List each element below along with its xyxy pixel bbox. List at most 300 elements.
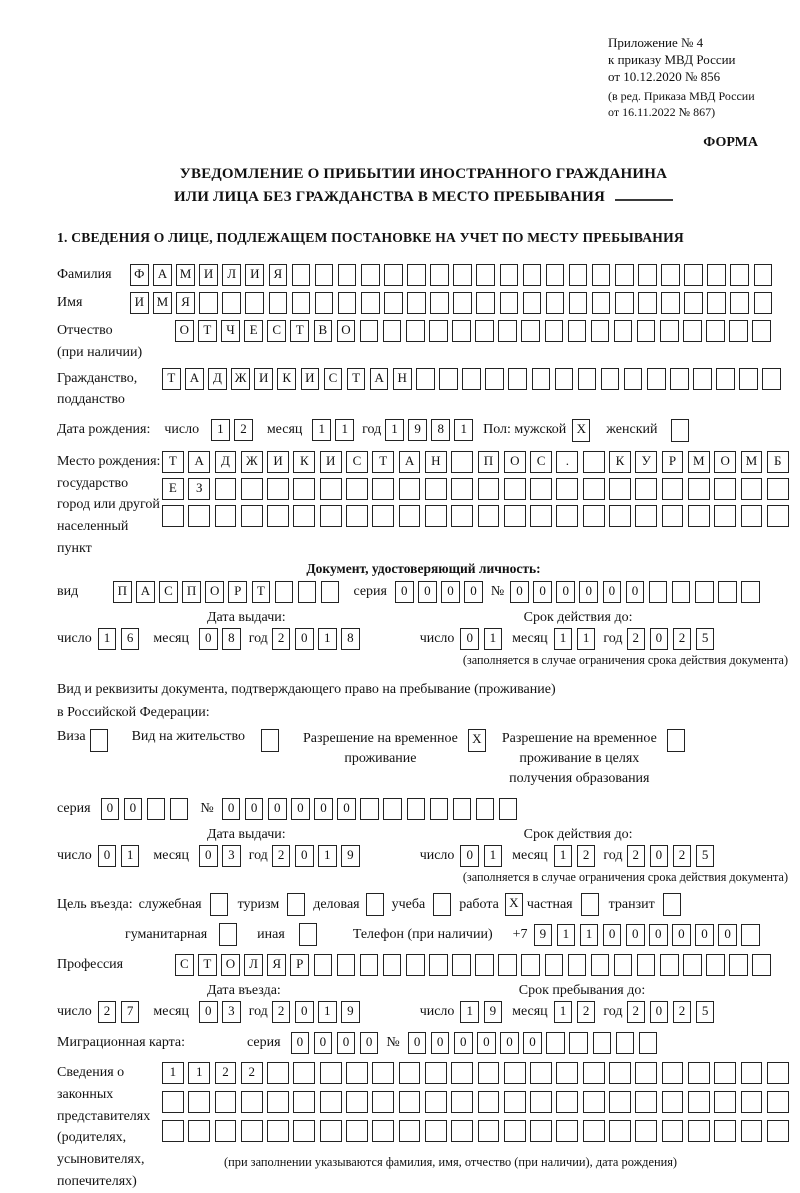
char-box[interactable] [407, 292, 426, 314]
char-box[interactable] [639, 1032, 658, 1054]
char-box[interactable] [275, 581, 294, 603]
char-box[interactable] [287, 893, 305, 916]
char-box[interactable] [730, 264, 749, 286]
char-box[interactable] [453, 292, 472, 314]
char-box[interactable]: Р [290, 954, 309, 976]
char-box[interactable]: О [337, 320, 356, 342]
char-box[interactable] [314, 954, 333, 976]
char-box[interactable]: 0 [626, 581, 645, 603]
char-box[interactable] [546, 292, 565, 314]
char-box[interactable] [360, 320, 379, 342]
char-box[interactable] [293, 1091, 315, 1113]
char-box[interactable] [504, 505, 526, 527]
char-box[interactable] [752, 320, 771, 342]
char-box[interactable]: 0 [124, 798, 143, 820]
char-box[interactable]: И [245, 264, 264, 286]
char-box[interactable] [614, 320, 633, 342]
char-box[interactable] [215, 1091, 237, 1113]
char-box[interactable] [523, 292, 542, 314]
char-box[interactable]: Ж [231, 368, 250, 390]
char-box[interactable] [767, 1062, 789, 1084]
char-box[interactable]: Я [267, 954, 286, 976]
char-box[interactable] [478, 505, 500, 527]
char-box[interactable]: X [505, 893, 523, 916]
char-box[interactable] [321, 581, 340, 603]
char-box[interactable]: 1 [318, 628, 337, 650]
char-box[interactable]: 1 [188, 1062, 210, 1084]
char-box[interactable] [532, 368, 551, 390]
char-box[interactable] [667, 729, 685, 752]
char-box[interactable] [546, 1032, 565, 1054]
char-box[interactable] [714, 505, 736, 527]
char-box[interactable] [241, 1120, 263, 1142]
char-box[interactable] [399, 1062, 421, 1084]
char-box[interactable] [688, 505, 710, 527]
char-box[interactable] [767, 505, 789, 527]
char-box[interactable] [661, 264, 680, 286]
char-box[interactable] [693, 368, 712, 390]
char-box[interactable] [475, 954, 494, 976]
char-box[interactable]: Е [162, 478, 184, 500]
char-box[interactable] [615, 292, 634, 314]
char-box[interactable] [210, 893, 228, 916]
char-box[interactable]: 2 [673, 845, 692, 867]
char-box[interactable] [478, 1091, 500, 1113]
char-box[interactable] [293, 505, 315, 527]
char-box[interactable] [338, 292, 357, 314]
char-box[interactable] [383, 320, 402, 342]
char-box[interactable] [649, 581, 668, 603]
char-box[interactable] [581, 893, 599, 916]
char-box[interactable]: 1 [318, 845, 337, 867]
char-box[interactable] [661, 292, 680, 314]
char-box[interactable] [451, 1120, 473, 1142]
char-box[interactable]: 1 [162, 1062, 184, 1084]
char-box[interactable] [219, 923, 237, 946]
char-box[interactable] [635, 478, 657, 500]
char-box[interactable]: И [199, 264, 218, 286]
char-box[interactable] [430, 798, 449, 820]
char-box[interactable] [267, 478, 289, 500]
char-box[interactable] [315, 264, 334, 286]
char-box[interactable]: 0 [650, 1001, 669, 1023]
char-box[interactable] [430, 292, 449, 314]
char-box[interactable] [188, 1091, 210, 1113]
char-box[interactable] [583, 1120, 605, 1142]
char-box[interactable]: Н [425, 451, 447, 473]
char-box[interactable] [292, 264, 311, 286]
char-box[interactable] [521, 954, 540, 976]
char-box[interactable]: 6 [121, 628, 140, 650]
char-box[interactable]: 0 [454, 1032, 473, 1054]
char-box[interactable]: С [530, 451, 552, 473]
char-box[interactable] [500, 292, 519, 314]
char-box[interactable] [425, 1062, 447, 1084]
char-box[interactable]: М [688, 451, 710, 473]
char-box[interactable]: Т [198, 320, 217, 342]
char-box[interactable] [614, 954, 633, 976]
char-box[interactable] [407, 264, 426, 286]
char-box[interactable]: 1 [554, 845, 573, 867]
char-box[interactable]: 5 [696, 845, 715, 867]
char-box[interactable] [372, 478, 394, 500]
char-box[interactable] [406, 954, 425, 976]
char-box[interactable]: 9 [341, 845, 360, 867]
char-box[interactable] [741, 924, 760, 946]
char-box[interactable] [616, 1032, 635, 1054]
char-box[interactable]: О [205, 581, 224, 603]
char-box[interactable] [583, 451, 605, 473]
char-box[interactable] [739, 368, 758, 390]
char-box[interactable]: Л [244, 954, 263, 976]
char-box[interactable] [569, 264, 588, 286]
char-box[interactable]: 0 [460, 628, 479, 650]
char-box[interactable] [215, 1120, 237, 1142]
char-box[interactable] [578, 368, 597, 390]
char-box[interactable] [741, 478, 763, 500]
char-box[interactable]: У [635, 451, 657, 473]
char-box[interactable] [499, 798, 518, 820]
char-box[interactable] [425, 505, 447, 527]
char-box[interactable] [556, 1120, 578, 1142]
char-box[interactable] [569, 292, 588, 314]
char-box[interactable] [215, 478, 237, 500]
char-box[interactable] [346, 1120, 368, 1142]
char-box[interactable]: П [478, 451, 500, 473]
char-box[interactable] [767, 478, 789, 500]
char-box[interactable] [637, 320, 656, 342]
char-box[interactable]: 0 [101, 798, 120, 820]
char-box[interactable] [716, 368, 735, 390]
char-box[interactable] [767, 1091, 789, 1113]
char-box[interactable] [660, 320, 679, 342]
char-box[interactable]: 0 [199, 1001, 218, 1023]
char-box[interactable] [383, 798, 402, 820]
char-box[interactable] [430, 264, 449, 286]
char-box[interactable] [425, 478, 447, 500]
char-box[interactable] [372, 1062, 394, 1084]
char-box[interactable] [372, 1091, 394, 1113]
char-box[interactable] [647, 368, 666, 390]
char-box[interactable]: Л [222, 264, 241, 286]
char-box[interactable]: М [176, 264, 195, 286]
char-box[interactable] [399, 505, 421, 527]
char-box[interactable] [478, 478, 500, 500]
char-box[interactable] [530, 1062, 552, 1084]
char-box[interactable]: Я [269, 264, 288, 286]
char-box[interactable] [521, 320, 540, 342]
char-box[interactable]: О [175, 320, 194, 342]
char-box[interactable] [451, 505, 473, 527]
char-box[interactable]: 0 [477, 1032, 496, 1054]
char-box[interactable]: 2 [272, 628, 291, 650]
char-box[interactable] [568, 320, 587, 342]
char-box[interactable] [261, 729, 279, 752]
char-box[interactable] [315, 292, 334, 314]
char-box[interactable]: 8 [222, 628, 241, 650]
char-box[interactable] [741, 1091, 763, 1113]
char-box[interactable]: 2 [627, 1001, 646, 1023]
char-box[interactable]: З [188, 478, 210, 500]
char-box[interactable]: С [267, 320, 286, 342]
char-box[interactable]: А [153, 264, 172, 286]
char-box[interactable]: 9 [534, 924, 553, 946]
char-box[interactable] [162, 505, 184, 527]
char-box[interactable]: А [188, 451, 210, 473]
char-box[interactable]: Р [228, 581, 247, 603]
char-box[interactable] [293, 478, 315, 500]
char-box[interactable] [451, 1062, 473, 1084]
char-box[interactable] [714, 478, 736, 500]
char-box[interactable]: 0 [533, 581, 552, 603]
char-box[interactable]: 1 [554, 628, 573, 650]
char-box[interactable]: 1 [557, 924, 576, 946]
char-box[interactable] [688, 1062, 710, 1084]
char-box[interactable]: 2 [673, 628, 692, 650]
char-box[interactable]: 0 [395, 581, 414, 603]
char-box[interactable] [453, 798, 472, 820]
char-box[interactable]: 0 [523, 1032, 542, 1054]
char-box[interactable]: К [609, 451, 631, 473]
char-box[interactable] [199, 292, 218, 314]
char-box[interactable] [361, 292, 380, 314]
char-box[interactable]: 0 [268, 798, 287, 820]
char-box[interactable] [688, 1091, 710, 1113]
char-box[interactable]: 0 [314, 798, 333, 820]
char-box[interactable] [684, 292, 703, 314]
char-box[interactable] [245, 292, 264, 314]
char-box[interactable] [671, 419, 689, 442]
char-box[interactable] [162, 1120, 184, 1142]
char-box[interactable]: 0 [650, 628, 669, 650]
char-box[interactable]: 2 [577, 1001, 596, 1023]
char-box[interactable] [299, 923, 317, 946]
char-box[interactable]: П [182, 581, 201, 603]
char-box[interactable] [530, 478, 552, 500]
char-box[interactable] [366, 893, 384, 916]
char-box[interactable] [635, 505, 657, 527]
char-box[interactable]: 3 [222, 845, 241, 867]
char-box[interactable] [384, 264, 403, 286]
char-box[interactable] [592, 292, 611, 314]
char-box[interactable]: Т [372, 451, 394, 473]
char-box[interactable]: 9 [408, 419, 427, 441]
char-box[interactable] [384, 292, 403, 314]
char-box[interactable] [741, 581, 760, 603]
char-box[interactable] [624, 368, 643, 390]
char-box[interactable]: 0 [579, 581, 598, 603]
char-box[interactable]: О [221, 954, 240, 976]
char-box[interactable] [372, 1120, 394, 1142]
char-box[interactable] [638, 264, 657, 286]
char-box[interactable]: 8 [341, 628, 360, 650]
char-box[interactable]: X [572, 419, 590, 442]
char-box[interactable] [346, 1062, 368, 1084]
char-box[interactable] [706, 320, 725, 342]
char-box[interactable]: 1 [121, 845, 140, 867]
char-box[interactable] [688, 1120, 710, 1142]
char-box[interactable]: 5 [696, 1001, 715, 1023]
char-box[interactable] [583, 505, 605, 527]
char-box[interactable]: В [314, 320, 333, 342]
char-box[interactable] [425, 1091, 447, 1113]
char-box[interactable] [683, 320, 702, 342]
char-box[interactable] [530, 505, 552, 527]
char-box[interactable]: Д [215, 451, 237, 473]
char-box[interactable] [609, 505, 631, 527]
char-box[interactable]: А [185, 368, 204, 390]
char-box[interactable]: 0 [295, 845, 314, 867]
char-box[interactable] [592, 264, 611, 286]
char-box[interactable]: Ж [241, 451, 263, 473]
char-box[interactable] [462, 368, 481, 390]
char-box[interactable] [241, 478, 263, 500]
char-box[interactable]: 1 [318, 1001, 337, 1023]
char-box[interactable] [320, 478, 342, 500]
char-box[interactable]: К [277, 368, 296, 390]
char-box[interactable]: О [714, 451, 736, 473]
char-box[interactable] [707, 292, 726, 314]
char-box[interactable]: 0 [337, 1032, 356, 1054]
char-box[interactable] [320, 1120, 342, 1142]
char-box[interactable] [556, 1062, 578, 1084]
char-box[interactable] [453, 264, 472, 286]
char-box[interactable] [383, 954, 402, 976]
char-box[interactable] [556, 1091, 578, 1113]
char-box[interactable]: 1 [460, 1001, 479, 1023]
char-box[interactable] [583, 1062, 605, 1084]
char-box[interactable] [293, 1062, 315, 1084]
char-box[interactable]: 2 [673, 1001, 692, 1023]
char-box[interactable]: 0 [649, 924, 668, 946]
char-box[interactable] [662, 505, 684, 527]
char-box[interactable]: 2 [241, 1062, 263, 1084]
char-box[interactable]: 0 [408, 1032, 427, 1054]
char-box[interactable]: 2 [627, 628, 646, 650]
char-box[interactable] [545, 954, 564, 976]
char-box[interactable]: Ф [130, 264, 149, 286]
char-box[interactable] [583, 1091, 605, 1113]
char-box[interactable] [267, 505, 289, 527]
char-box[interactable] [267, 1120, 289, 1142]
char-box[interactable] [730, 292, 749, 314]
char-box[interactable] [741, 1120, 763, 1142]
char-box[interactable] [320, 505, 342, 527]
char-box[interactable]: Д [208, 368, 227, 390]
char-box[interactable] [707, 264, 726, 286]
char-box[interactable]: 0 [418, 581, 437, 603]
char-box[interactable]: 9 [484, 1001, 503, 1023]
char-box[interactable]: 0 [291, 798, 310, 820]
char-box[interactable] [399, 1120, 421, 1142]
char-box[interactable] [188, 1120, 210, 1142]
char-box[interactable]: 3 [222, 1001, 241, 1023]
char-box[interactable]: О [504, 451, 526, 473]
char-box[interactable] [429, 320, 448, 342]
char-box[interactable]: 9 [341, 1001, 360, 1023]
char-box[interactable]: 1 [98, 628, 117, 650]
char-box[interactable]: 2 [272, 845, 291, 867]
char-box[interactable] [451, 451, 473, 473]
char-box[interactable]: 8 [431, 419, 450, 441]
char-box[interactable]: 0 [510, 581, 529, 603]
char-box[interactable]: Я [176, 292, 195, 314]
char-box[interactable] [714, 1091, 736, 1113]
char-box[interactable] [583, 478, 605, 500]
char-box[interactable]: М [741, 451, 763, 473]
char-box[interactable] [530, 1091, 552, 1113]
char-box[interactable]: 0 [626, 924, 645, 946]
char-box[interactable] [162, 1091, 184, 1113]
char-box[interactable] [439, 368, 458, 390]
char-box[interactable]: 0 [199, 845, 218, 867]
char-box[interactable] [267, 1062, 289, 1084]
char-box[interactable] [754, 264, 773, 286]
char-box[interactable]: Т [162, 368, 181, 390]
char-box[interactable] [670, 368, 689, 390]
char-box[interactable] [555, 368, 574, 390]
char-box[interactable] [346, 478, 368, 500]
char-box[interactable]: 0 [291, 1032, 310, 1054]
char-box[interactable] [498, 320, 517, 342]
char-box[interactable]: 1 [577, 628, 596, 650]
char-box[interactable] [500, 264, 519, 286]
char-box[interactable] [683, 954, 702, 976]
char-box[interactable] [635, 1120, 657, 1142]
char-box[interactable]: 0 [295, 628, 314, 650]
char-box[interactable]: П [113, 581, 132, 603]
char-box[interactable]: И [267, 451, 289, 473]
char-box[interactable]: 0 [460, 845, 479, 867]
char-box[interactable] [695, 581, 714, 603]
char-box[interactable] [762, 368, 781, 390]
char-box[interactable] [569, 1032, 588, 1054]
char-box[interactable] [635, 1091, 657, 1113]
char-box[interactable] [546, 264, 565, 286]
char-box[interactable]: 0 [222, 798, 241, 820]
char-box[interactable]: 2 [215, 1062, 237, 1084]
char-box[interactable] [478, 1062, 500, 1084]
char-box[interactable]: А [370, 368, 389, 390]
char-box[interactable] [504, 478, 526, 500]
char-box[interactable] [269, 292, 288, 314]
char-box[interactable] [433, 893, 451, 916]
char-box[interactable] [293, 1120, 315, 1142]
char-box[interactable] [556, 478, 578, 500]
char-box[interactable] [406, 320, 425, 342]
char-box[interactable]: С [159, 581, 178, 603]
char-box[interactable]: 1 [385, 419, 404, 441]
char-box[interactable] [399, 1091, 421, 1113]
char-box[interactable]: 0 [718, 924, 737, 946]
char-box[interactable]: Т [162, 451, 184, 473]
char-box[interactable] [372, 505, 394, 527]
char-box[interactable] [615, 264, 634, 286]
char-box[interactable] [663, 893, 681, 916]
char-box[interactable] [714, 1062, 736, 1084]
char-box[interactable]: 2 [272, 1001, 291, 1023]
char-box[interactable]: И [254, 368, 273, 390]
char-box[interactable] [609, 1091, 631, 1113]
char-box[interactable]: 0 [603, 924, 622, 946]
char-box[interactable] [754, 292, 773, 314]
char-box[interactable]: 0 [314, 1032, 333, 1054]
char-box[interactable]: 5 [696, 628, 715, 650]
char-box[interactable]: 0 [441, 581, 460, 603]
char-box[interactable] [545, 320, 564, 342]
char-box[interactable] [504, 1091, 526, 1113]
char-box[interactable]: 1 [335, 419, 354, 441]
